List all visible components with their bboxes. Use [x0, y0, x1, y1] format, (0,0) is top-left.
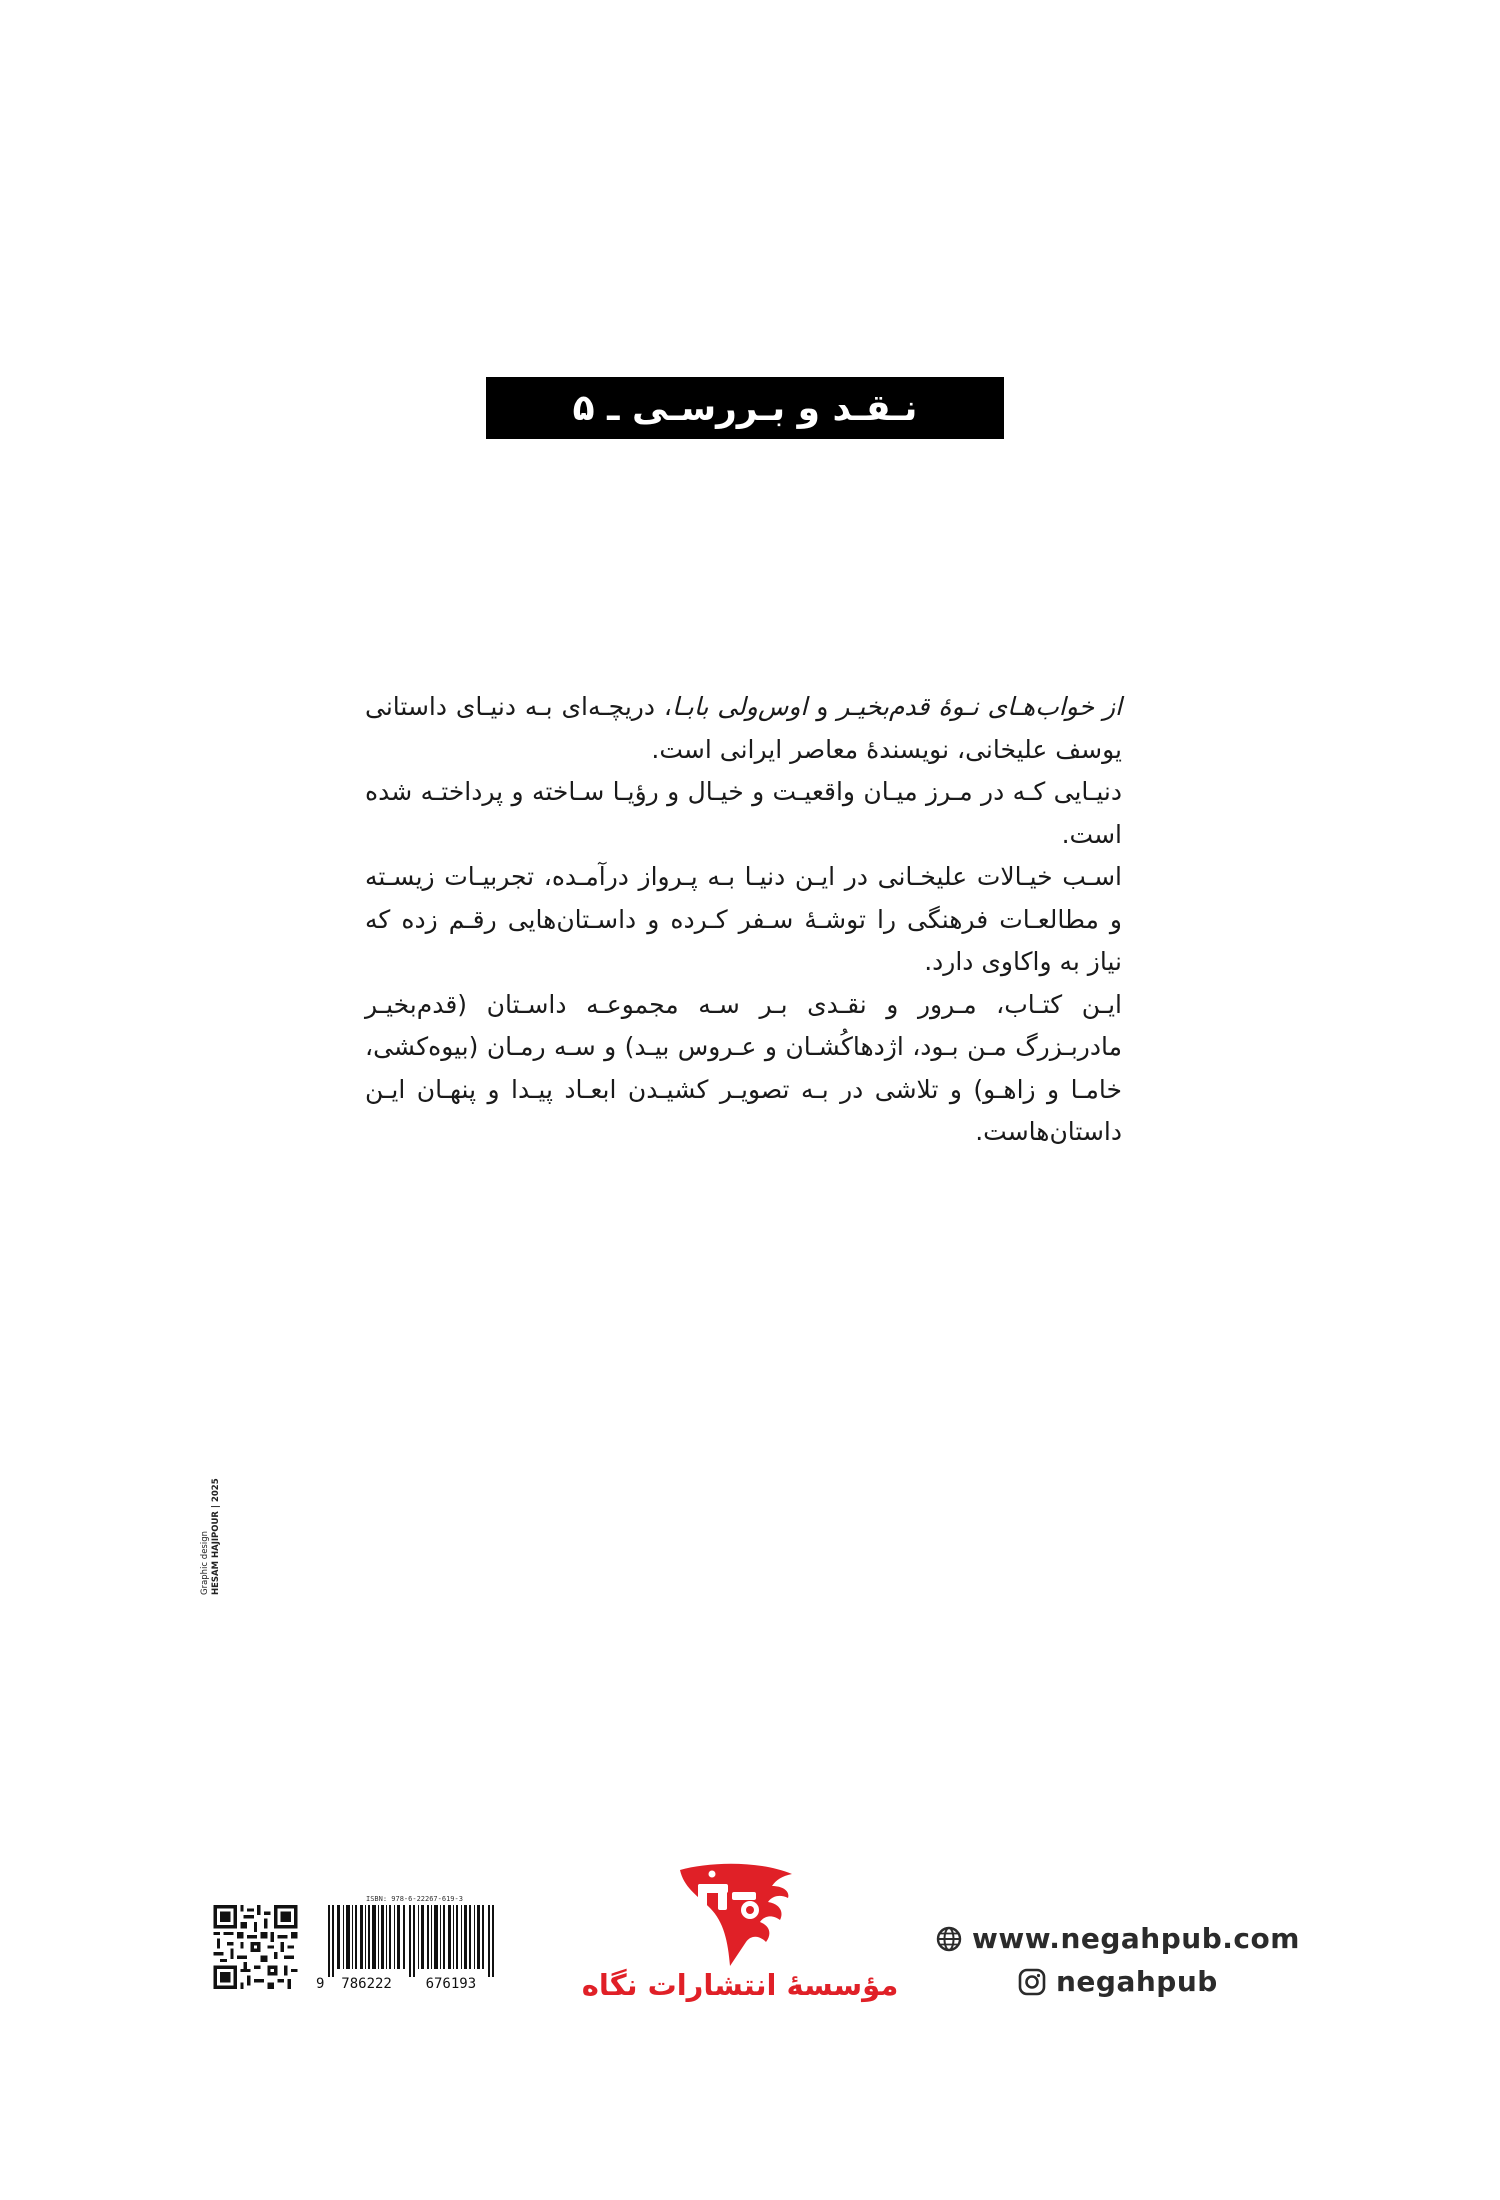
- blurb-paragraph-4: ایـن کتـاب، مـرور و نقـدی بـر سـه مجموعـه داسـتان (قدم‌بخیـر مادربـزرگ مـن بـود، اژدهاکُشـان و عـروس بیـد) و سـه رمـان (بیوه‌کشی، خامـا و زاهـو) و تلاشی در بـه تصویـر کشیـدن ابعـاد پیـدا و پنهـان ایـن داستان‌هاست.: [365, 989, 1122, 1146]
- blurb-paragraph-3: اسـب خیـالات علیخـانی در ایـن دنیـا بـه پـرواز درآمـده، تجربیـات زیسـته و مطالعـات فرهنگی را توشـهٔ سـفر کـرده و داسـتان‌هایی رقـم زده که نیاز به واکاوی دارد.: [365, 862, 1122, 976]
- website-url[interactable]: www.negahpub.com: [972, 1922, 1300, 1955]
- instagram-handle[interactable]: negahpub: [1056, 1965, 1218, 1998]
- instagram-link[interactable]: [1018, 1965, 1218, 1998]
- series-label: نـقـد و بـررسـی ـ ۵: [486, 377, 1004, 439]
- globe-icon: [936, 1926, 962, 1952]
- blurb-paragraph-2: دنیـایی کـه در مـرز میـان واقعیـت و خیـال و رؤیـا سـاخته و پرداختـه شده است.: [365, 777, 1122, 849]
- publisher-name: مؤسسهٔ انتشارات نگاه: [581, 1968, 899, 2002]
- isbn-label: ISBN: 978-6-22267-619-3: [366, 1895, 463, 1903]
- book-title-1: از خواب‌هـای نـوهٔ قدم‌بخیـر: [837, 692, 1122, 721]
- credit-role: Graphic design: [200, 1530, 210, 1595]
- credit-designer: HESAM HAJIPOUR | 2025: [211, 1478, 221, 1595]
- blurb-paragraph-1: [365, 686, 1122, 771]
- barcode-digits: 9 786222 676193: [316, 1976, 477, 1992]
- negah-logo-icon: [668, 1862, 798, 1967]
- isbn-barcode: [316, 1895, 506, 1999]
- back-cover-blurb: [365, 686, 1122, 1154]
- blurb-conjunction: و: [807, 692, 838, 721]
- design-credit: [200, 1425, 240, 1595]
- website-link[interactable]: [936, 1922, 1300, 1955]
- instagram-icon: [1018, 1968, 1046, 1996]
- book-title-2: اوس‌ولی بابـا: [671, 692, 808, 721]
- barcode-bars: [324, 1905, 500, 1977]
- qr-code: [213, 1905, 298, 1989]
- blurb-text-1: ، دریچـه‌ای بـه دنیـای داستانی یوسف علیخانی، نویسندهٔ معاصر ایرانی است.: [365, 692, 1122, 764]
